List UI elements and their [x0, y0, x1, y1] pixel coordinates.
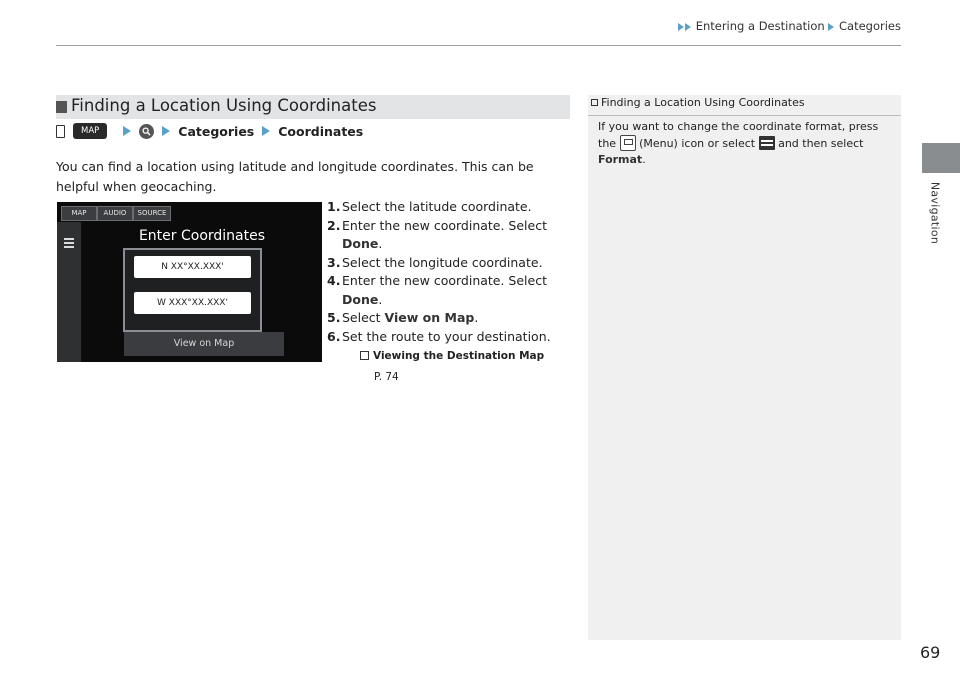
- note-highlight: Format: [598, 153, 643, 166]
- screen-title: Enter Coordinates: [138, 228, 266, 244]
- chapter-tab-text: Navigation: [928, 181, 942, 245]
- menu-icon: [64, 238, 74, 240]
- step-number: 5.: [327, 310, 341, 325]
- heading-square-icon: [56, 101, 67, 113]
- enter-coordinates-screenshot: [57, 202, 322, 362]
- screen-map-button: MAP: [61, 206, 97, 221]
- note-text: and then select: [778, 137, 864, 150]
- step-number: 6.: [327, 328, 341, 344]
- note-heading: [588, 95, 901, 116]
- breadcrumb-arrow-icon: [828, 23, 834, 31]
- menu-icon: [620, 135, 636, 151]
- header-divider: [56, 45, 901, 46]
- cross-reference-icon: [360, 351, 369, 360]
- breadcrumb-arrow-icon: [678, 23, 684, 31]
- step-text: .: [474, 310, 479, 325]
- map-button-icon: MAP: [73, 123, 107, 139]
- note-text: (Menu) icon or select: [639, 137, 756, 150]
- steps-list: [327, 198, 577, 386]
- path-arrow-icon: [123, 126, 131, 136]
- chapter-tab: [922, 143, 960, 173]
- note-marker-icon: [591, 99, 598, 106]
- menu-icon-line: [64, 246, 74, 248]
- step-text: Enter the new coordinate. Select: [342, 273, 547, 288]
- step-item: [327, 272, 577, 309]
- step-text: Select the longitude coordinate.: [342, 254, 543, 270]
- page-number: 69: [920, 643, 941, 662]
- step-text: .: [378, 291, 383, 307]
- step-number: 1.: [327, 199, 341, 214]
- step-highlight: Done: [342, 236, 379, 251]
- step-highlight: View on Map: [384, 310, 475, 325]
- latitude-field: N XX°XX.XXX': [134, 256, 251, 278]
- note-text-line: [598, 152, 888, 168]
- list-icon: [759, 136, 775, 150]
- step-highlight: Done: [342, 291, 379, 307]
- path-arrow-icon: [262, 126, 270, 136]
- breadcrumb-arrow-icon: [685, 23, 691, 31]
- coordinate-panel: [123, 248, 262, 332]
- section-title: Finding a Location Using Coordinates: [71, 96, 377, 115]
- step-number: 3.: [327, 254, 341, 270]
- cross-reference-title: Viewing the Destination Map: [373, 350, 545, 362]
- screen-sidebar: [57, 222, 81, 362]
- screen-source-button: SOURCE: [133, 206, 171, 221]
- step-text: Select the latitude coordinate.: [342, 199, 532, 214]
- path-arrow-icon: [162, 126, 170, 136]
- path-coordinates: Coordinates: [278, 123, 364, 139]
- chapter-tab-label: [928, 178, 942, 248]
- note-heading-text: Finding a Location Using Coordinates: [601, 96, 805, 109]
- note-text: .: [642, 153, 646, 166]
- screen-audio-button: AUDIO: [97, 206, 133, 221]
- longitude-field: W XXX°XX.XXX': [134, 292, 251, 314]
- menu-icon-line: [64, 242, 74, 244]
- step-item: [327, 217, 577, 254]
- home-icon: [56, 125, 65, 138]
- note-text-line: [598, 135, 888, 152]
- step-item: [327, 198, 577, 217]
- step-item: [327, 254, 577, 273]
- step-text: Select: [342, 310, 385, 325]
- note-body: [598, 119, 888, 168]
- intro-paragraph: You can find a location using latitude and longitude coordinates. This can be helpful when geocaching.: [56, 159, 534, 194]
- step-text: Enter the new coordinate. Select: [342, 217, 547, 233]
- navigation-path: [56, 122, 363, 140]
- breadcrumb: [678, 19, 901, 33]
- cross-reference-page: P. 74: [374, 370, 399, 383]
- step-number: 2.: [327, 217, 341, 233]
- section-heading: [56, 95, 570, 119]
- step-item: [327, 309, 577, 328]
- path-categories: Categories: [178, 123, 255, 139]
- search-icon: [139, 124, 154, 139]
- breadcrumb-item: Categories: [839, 19, 901, 33]
- step-item: [327, 328, 577, 347]
- note-text: If you want to change the coordinate format, press: [598, 120, 879, 133]
- cross-reference-link[interactable]: [327, 347, 577, 366]
- screen-view-on-map-button: View on Map: [124, 332, 284, 356]
- breadcrumb-item: Entering a Destination: [695, 19, 825, 33]
- note-text: the: [598, 137, 617, 150]
- step-number: 4.: [327, 273, 341, 288]
- step-text: Set the route to your destination.: [342, 328, 551, 344]
- step-text: .: [378, 236, 383, 251]
- note-panel: [588, 95, 901, 640]
